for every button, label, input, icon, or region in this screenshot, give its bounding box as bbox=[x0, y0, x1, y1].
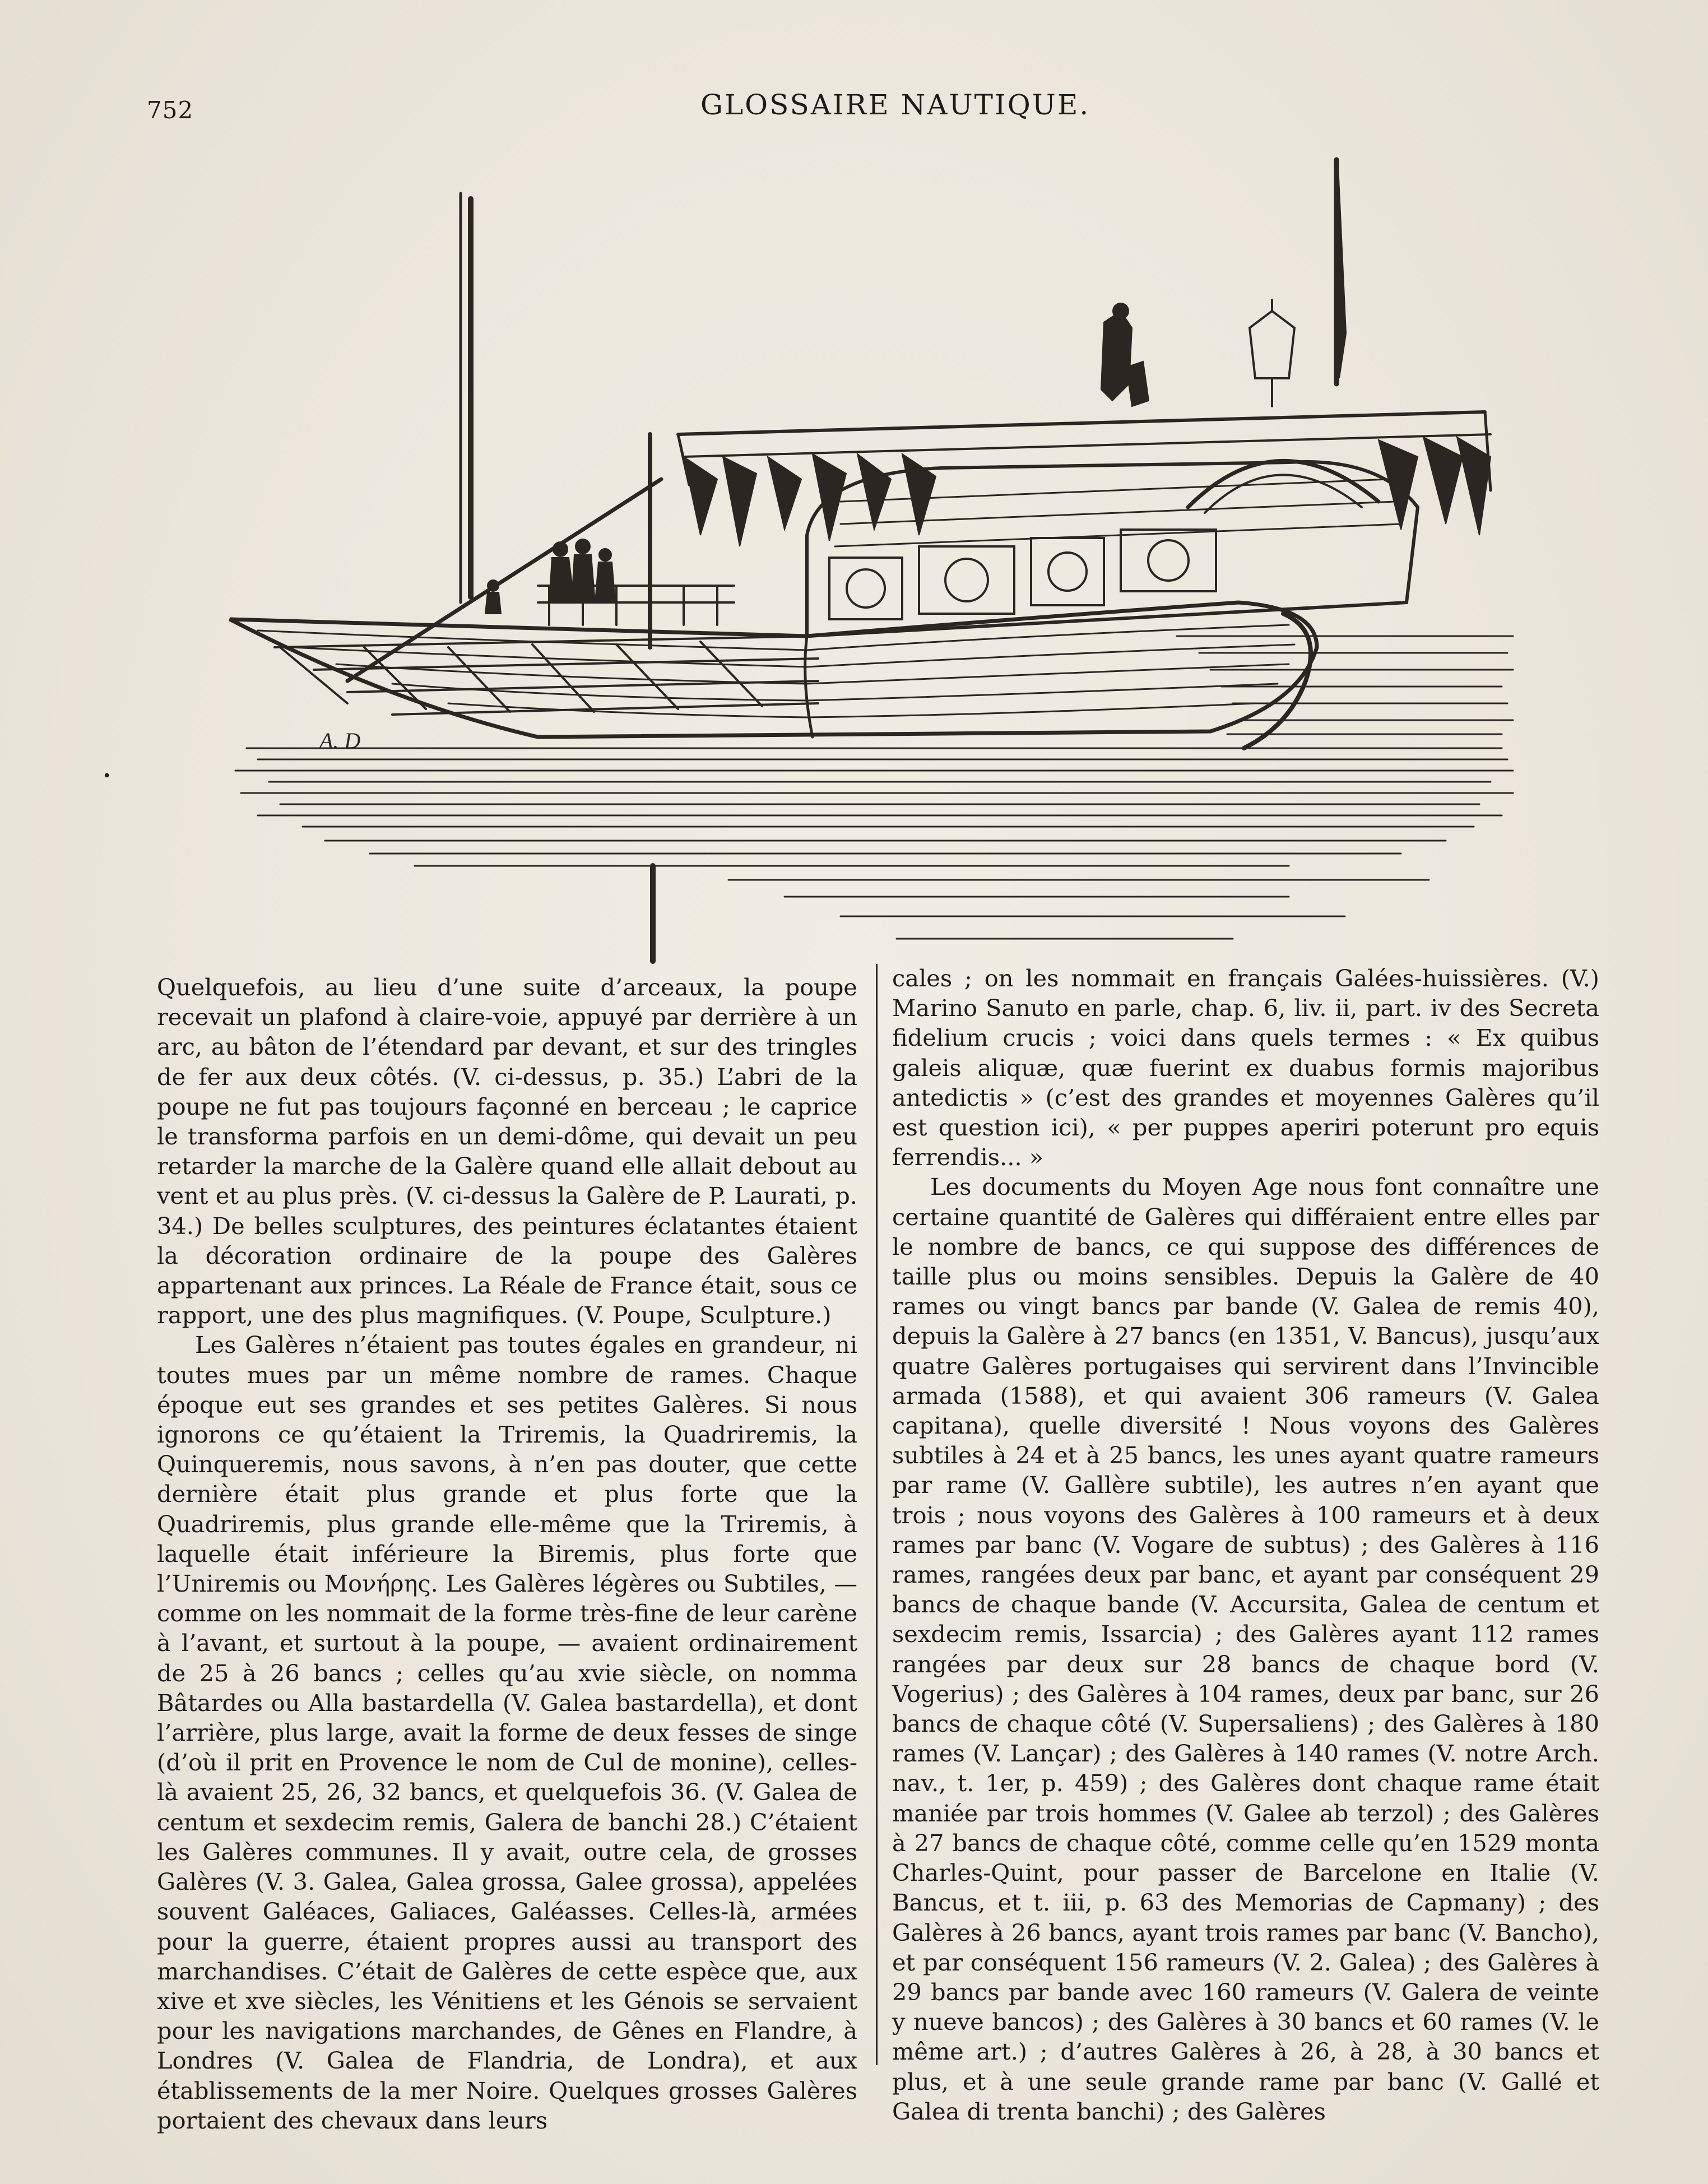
right-column bbox=[892, 963, 1599, 2126]
left-column bbox=[157, 972, 857, 2135]
running-head: GLOSSAIRE NAUTIQUE. bbox=[700, 89, 1090, 121]
right-paragraph-2: Les documents du Moyen Age nous font connaître une certaine quantité de Galères qui différaient entre elles par le nombre de bancs, ce qui suppose des différences de taille plus ou moins sensibles. Depuis la Galère de 40 rames ou vingt bancs par bande (V. Galea de remis 40), depuis la Galère à 27 bancs (en 1351, V. Bancus), jusqu’aux quatre Galères portugaises qui servirent dans l’Invincible armada (1588), et qui avaient 306 rameurs (V. Galea capitana), quelle diversité ! Nous voyons des Galères subtiles à 24 et à 25 bancs, les unes ayant quatre rameurs par rame (V. Gallère subtile), les autres n’en ayant que trois ; nous voyons des Galères à 100 rameurs et à deux rames par banc (V. Vogare de subtus) ; des Galères à 116 rames, rangées deux par banc, et ayant par conséquent 29 bancs de chaque bande (V. Accursita, Galea de centum et sexdecim remis, Issarcia) ; des Galères ayant 112 rames rangées par deux sur 28 bancs de chaque bord (V. Vogerius) ; des Galères à 104 rames, deux par banc, sur 26 bancs de chaque côté (V. Supersaliens) ; des Galères à 180 rames (V. Lançar) ; des Galères à 140 rames (V. notre Arch. nav., t. 1er, p. 459) ; des Galères dont chaque rame était maniée par trois hommes (V. Galee ab terzol) ; des Galères à 27 bancs de chaque côté, comme celle qu’en 1529 monta Charles-Quint, pour passer de Barcelone en Italie (V. Bancus, et t. iii, p. 63 des Memorias de Capmany) ; des Galères à 26 bancs, ayant trois rames par banc (V. Bancho), et par conséquent 156 rameurs (V. 2. Galea) ; des Galères à 29 bancs par bande avec 160 rameurs (V. Galera de veinte y nueve bancos) ; des Galères à 30 bancs et 60 rames (V. le même art.) ; d’autres Galères à 26, à 28, à 30 bancs et plus, et à une seule grande rame par banc (V. Gallé et Galea di trenta banchi) ; des Galères bbox=[892, 1173, 1599, 2125]
galley-engraving-icon bbox=[224, 143, 1530, 967]
right-paragraph-1: cales ; on les nommait en français Galées-huissières. (V.) Marino Sanuto en parle, chap. 6, liv. ii, part. iv des Secreta fidelium crucis ; voici dans quels termes : « Ex quibus galeis aliquæ, quæ fuerint ex duabus formis majoribus antedictis » (c’est des grandes et moyennes Galères qu’il est question ici), « per puppes aperiri poterunt pro equis ferrendis... » bbox=[892, 965, 1599, 1171]
stray-mark: • bbox=[103, 768, 112, 785]
illustration-signature: A. D bbox=[319, 728, 361, 753]
column-rule bbox=[876, 964, 878, 2065]
left-paragraph-1: Quelquefois, au lieu d’une suite d’arceaux, la poupe recevait un plafond à claire-voie, appuyé par derrière à un arc, au bâton de l’étendard par devant, et sur des tringles de fer aux deux côtés. (V. ci-dessus, p. 35.) L’abri de la poupe ne fut pas toujours façonné en berceau ; le caprice le transforma parfois en un demi-dôme, qui devait un peu retarder la marche de la Galère quand elle allait debout au vent et au plus près. (V. ci-dessus la Galère de P. Laurati, p. 34.) De belles sculptures, des peintures éclatantes étaient la décoration ordinaire de la poupe des Galères appartenant aux princes. La Réale de France était, sous ce rapport, une des plus magnifiques. (V. Poupe, Sculpture.) bbox=[157, 973, 857, 1329]
page-number: 752 bbox=[147, 96, 194, 124]
left-paragraph-2: Les Galères n’étaient pas toutes égales en grandeur, ni toutes mues par un même nombre de rames. Chaque époque eut ses grandes et ses petites Galères. Si nous ignorons ce qu’étaient la Triremis, la Quadriremis, la Quinqueremis, nous savons, à n’en pas douter, que cette dernière était plus grande et plus forte que la Quadriremis, plus grande elle-même que la Triremis, à laquelle était inférieure la Biremis, plus forte que l’Uniremis ou Μονήρης. Les Galères légères ou Subtiles, — comme on les nommait de la forme très-fine de leur carène à l’avant, et surtout à la poupe, — avaient ordinairement de 25 à 26 bancs ; celles qu’au xvie siècle, on nomma Bâtardes ou Alla bastardella (V. Galea bastardella), et dont l’arrière, plus large, avait la forme de deux fesses de singe (d’où il prit en Provence le nom de Cul de monine), celles-là avaient 25, 26, 32 bancs, et quelquefois 36. (V. Galea de centum et sexdecim remis, Galera de banchi 28.) C’étaient les Galères communes. Il y avait, outre cela, de grosses Galères (V. 3. Galea, Galea grossa, Galee grossa), appelées souvent Galéaces, Galiaces, Galéasses. Celles-là, armées pour la guerre, étaient propres aussi au transport des marchandises. C’était de Galères de cette espèce que, aux xive et xve siècles, les Vénitiens et les Génois se servaient pour les navigations marchandes, de Gênes en Flandre, à Londres (V. Galea de Flandria, de Londra), et aux établissements de la mer Noire. Quelques grosses Galères portaient des chevaux dans leurs bbox=[157, 1331, 857, 2134]
